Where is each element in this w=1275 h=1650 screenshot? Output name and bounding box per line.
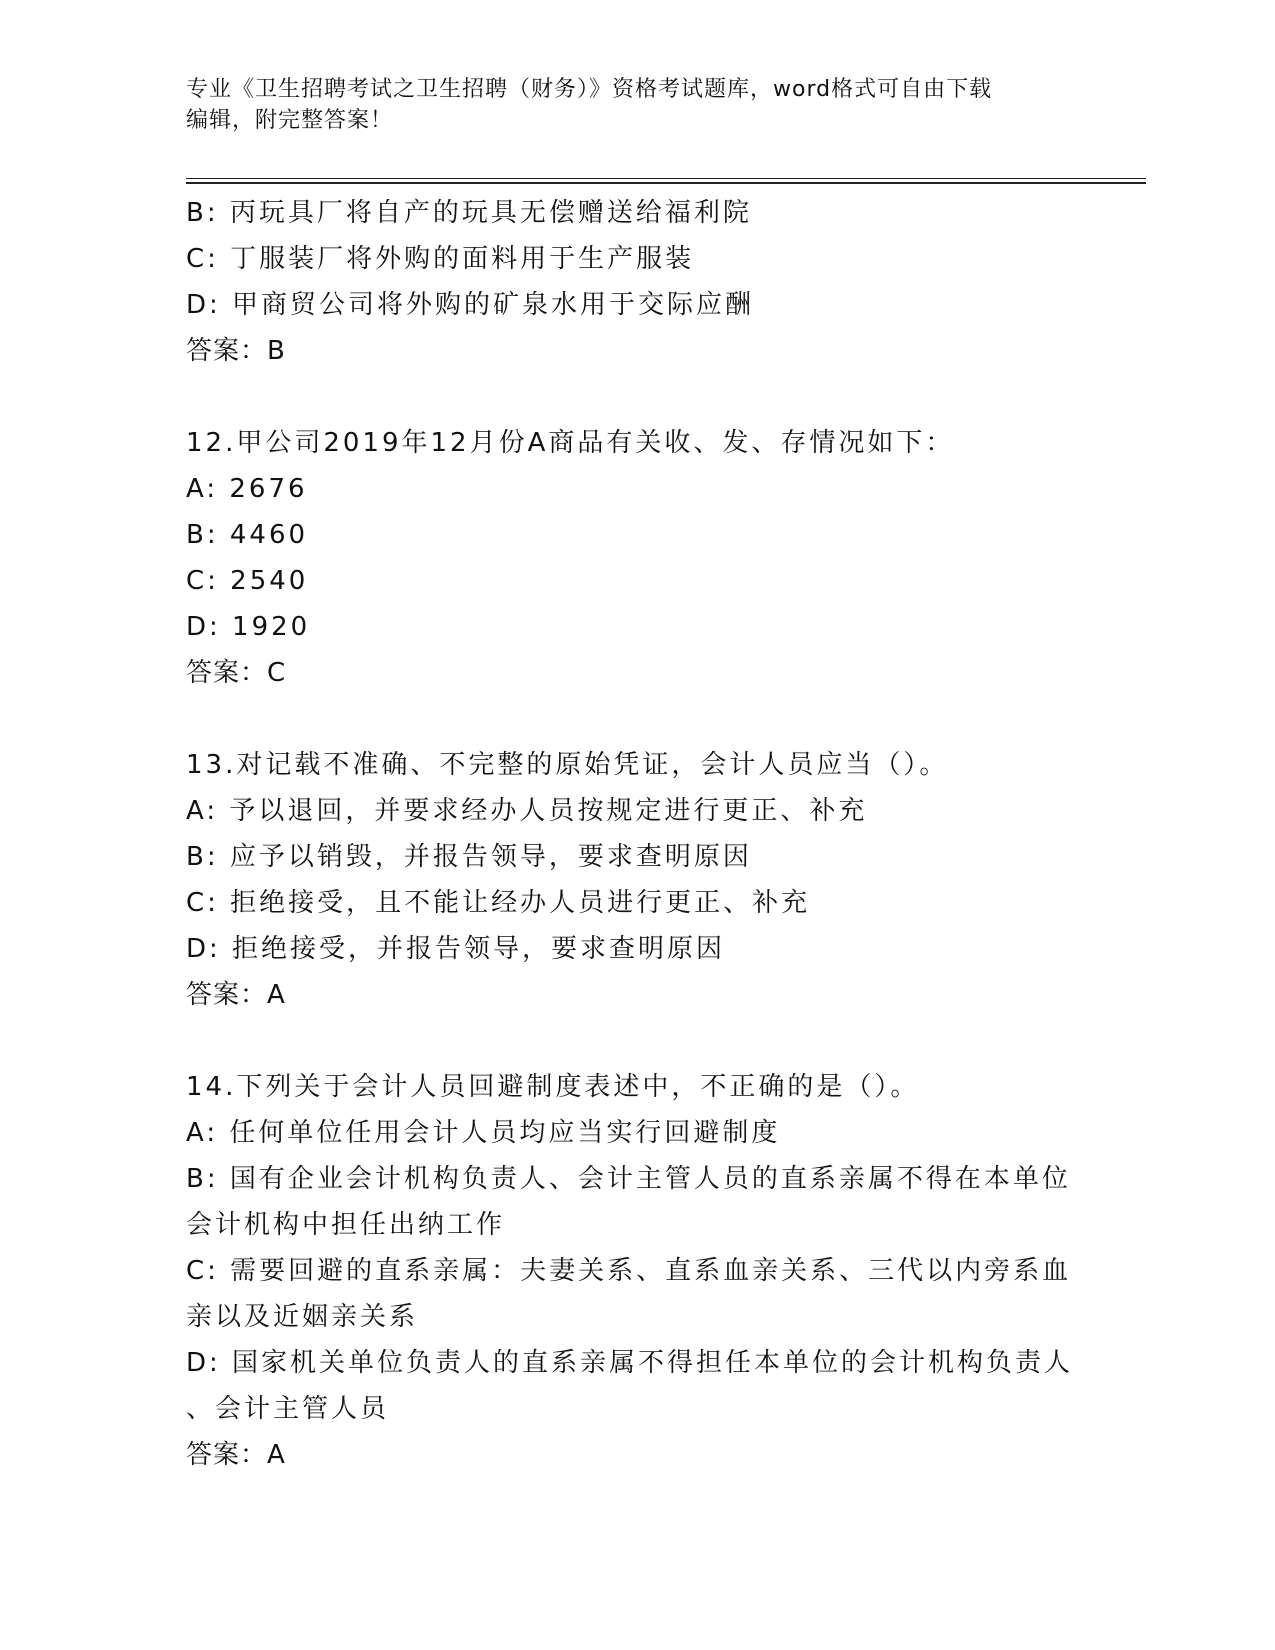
q14-option-d-line-2: 、会计主管人员 [186, 1394, 390, 1424]
q14-option-c-line-1: C: 需要回避的直系亲属：夫妻关系、直系血亲关系、三代以内旁系血 [186, 1256, 1072, 1286]
q13-option-d: D: 拒绝接受，并报告领导，要求查明原因 [186, 934, 726, 964]
q11-option-d: D: 甲商贸公司将外购的矿泉水用于交际应酬 [186, 290, 755, 320]
q14-answer: 答案：A [186, 1440, 286, 1470]
q13-question: 13.对记载不准确、不完整的原始凭证，会计人员应当（）。 [186, 750, 949, 780]
header-line-2: 编辑，附完整答案！ [186, 108, 394, 133]
q11-answer: 答案：B [186, 336, 286, 366]
header-line-1: 专业《卫生招聘考试之卫生招聘（财务）》资格考试题库，word格式可自由下载 [186, 77, 993, 102]
spacer [186, 374, 1086, 420]
q14-option-c-line-2: 亲以及近姻亲关系 [186, 1302, 419, 1332]
q14-option-a: A: 任何单位任用会计人员均应当实行回避制度 [186, 1118, 781, 1148]
q11-option-b: B: 丙玩具厂将自产的玩具无偿赠送给福利院 [186, 198, 752, 228]
q11-option-c: C: 丁服装厂将外购的面料用于生产服装 [186, 244, 695, 274]
question-14 [186, 1064, 1086, 1478]
q12-option-d: D: 1920 [186, 612, 311, 642]
q14-option-b-line-1: B: 国有企业会计机构负责人、会计主管人员的直系亲属不得在本单位 [186, 1164, 1071, 1194]
header-divider-thin [186, 178, 1146, 179]
q13-option-b: B: 应予以销毁，并报告领导，要求查明原因 [186, 842, 752, 872]
q12-question: 12.甲公司2019年12月份A商品有关收、发、存情况如下： [186, 428, 955, 458]
q12-option-b: B: 4460 [186, 520, 309, 550]
question-list [186, 190, 1086, 1478]
q13-option-c: C: 拒绝接受，且不能让经办人员进行更正、补充 [186, 888, 811, 918]
question-12 [186, 420, 1086, 696]
spacer [186, 1018, 1086, 1064]
q12-option-c: C: 2540 [186, 566, 309, 596]
q12-answer: 答案：C [186, 658, 287, 688]
header-divider-thick [186, 182, 1146, 184]
spacer [186, 696, 1086, 742]
q14-option-d-line-1: D: 国家机关单位负责人的直系亲属不得担任本单位的会计机构负责人 [186, 1348, 1074, 1378]
question-11 [186, 190, 1086, 374]
q14-option-b-line-2: 会计机构中担任出纳工作 [186, 1210, 506, 1240]
q12-option-a: A: 2676 [186, 474, 308, 504]
q13-answer: 答案：A [186, 980, 286, 1010]
question-13 [186, 742, 1086, 1018]
q13-option-a: A: 予以退回，并要求经办人员按规定进行更正、补充 [186, 796, 868, 826]
q14-question: 14.下列关于会计人员回避制度表述中，不正确的是（）。 [186, 1072, 920, 1102]
document-header [186, 74, 1066, 136]
